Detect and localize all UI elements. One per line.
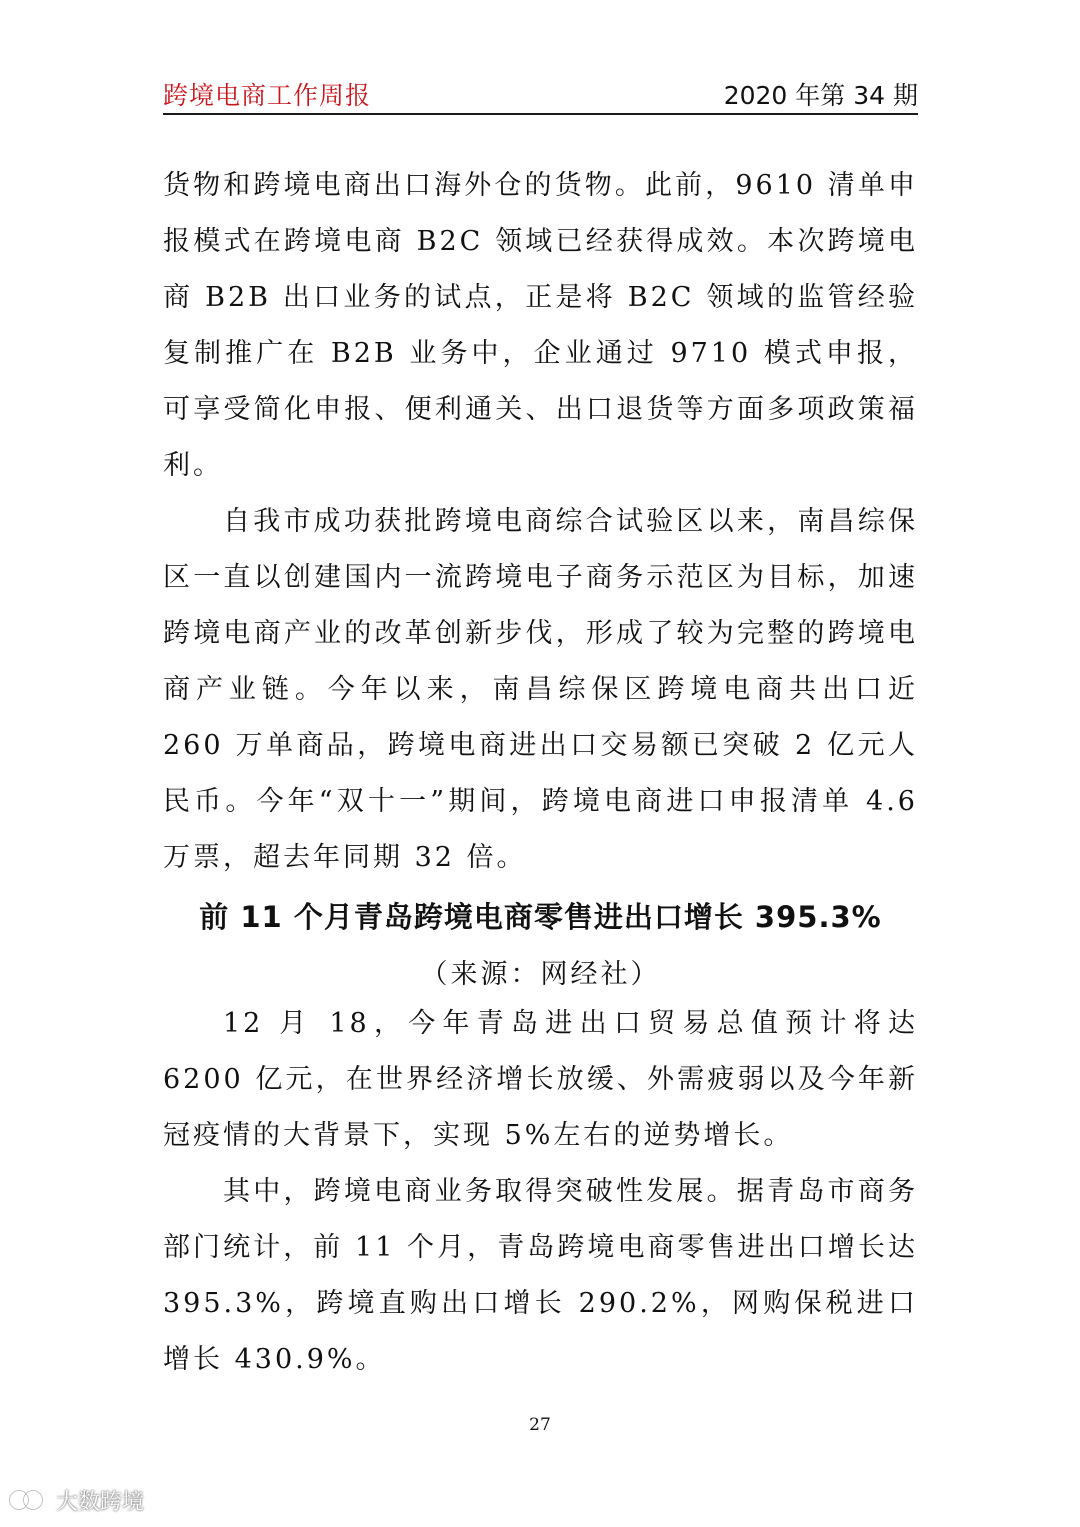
watermark	[8, 1483, 144, 1517]
paragraph: 自我市成功获批跨境电商综合试验区以来，南昌综保区一直以创建国内一流跨境电子商务示范区为目标，加速跨境电商产业的改革创新步伐，形成了较为完整的跨境电商产业链。今年以来，南昌综保区跨境电商共出口近 260 万单商品，跨境电商进出口交易额已突破 2 亿元人民币。今年“双十一”期间，跨境电商进口申报清单 4.6 万票，超去年同期 32 倍。	[163, 506, 918, 873]
publication-title: 跨境电商工作周报	[163, 81, 372, 110]
paragraph: 其中，跨境电商业务取得突破性发展。据青岛市商务部门统计，前 11 个月，青岛跨境电商零售进出口增长达 395.3%，跨境直购出口增长 290.2%，网购保税进口增长 430.9%。	[163, 1176, 918, 1375]
article-source: （来源：网经社）	[420, 959, 661, 990]
header-divider	[163, 113, 918, 115]
issue-number: 2020 年第 34 期	[723, 81, 918, 110]
article-headline: 前 11 个月青岛跨境电商零售进出口增长 395.3%	[199, 900, 882, 934]
watermark-text: 大数跨境	[56, 1489, 145, 1515]
article-body	[163, 996, 918, 1388]
article-continued	[163, 158, 918, 886]
paragraph: 12 月 18，今年青岛进出口贸易总值预计将达 6200 亿元，在世界经济增长放缓、外需疲弱以及今年新冠疫情的大背景下，实现 5%左右的逆势增长。	[163, 1008, 918, 1151]
page-header	[163, 72, 918, 112]
page-number: 27	[529, 1415, 551, 1435]
paragraph: 货物和跨境电商出口海外仓的货物。此前，9610 清单申报模式在跨境电商 B2C 领域已经获得成效。本次跨境电商 B2B 出口业务的试点，正是将 B2C 领域的监管经验复制推广在 B2B 业务中，企业通过 9710 模式申报，可享受简化申报、便利通关、出口退货等方面多项政策福利。	[163, 170, 918, 481]
brand-logo-icon	[8, 1487, 50, 1513]
